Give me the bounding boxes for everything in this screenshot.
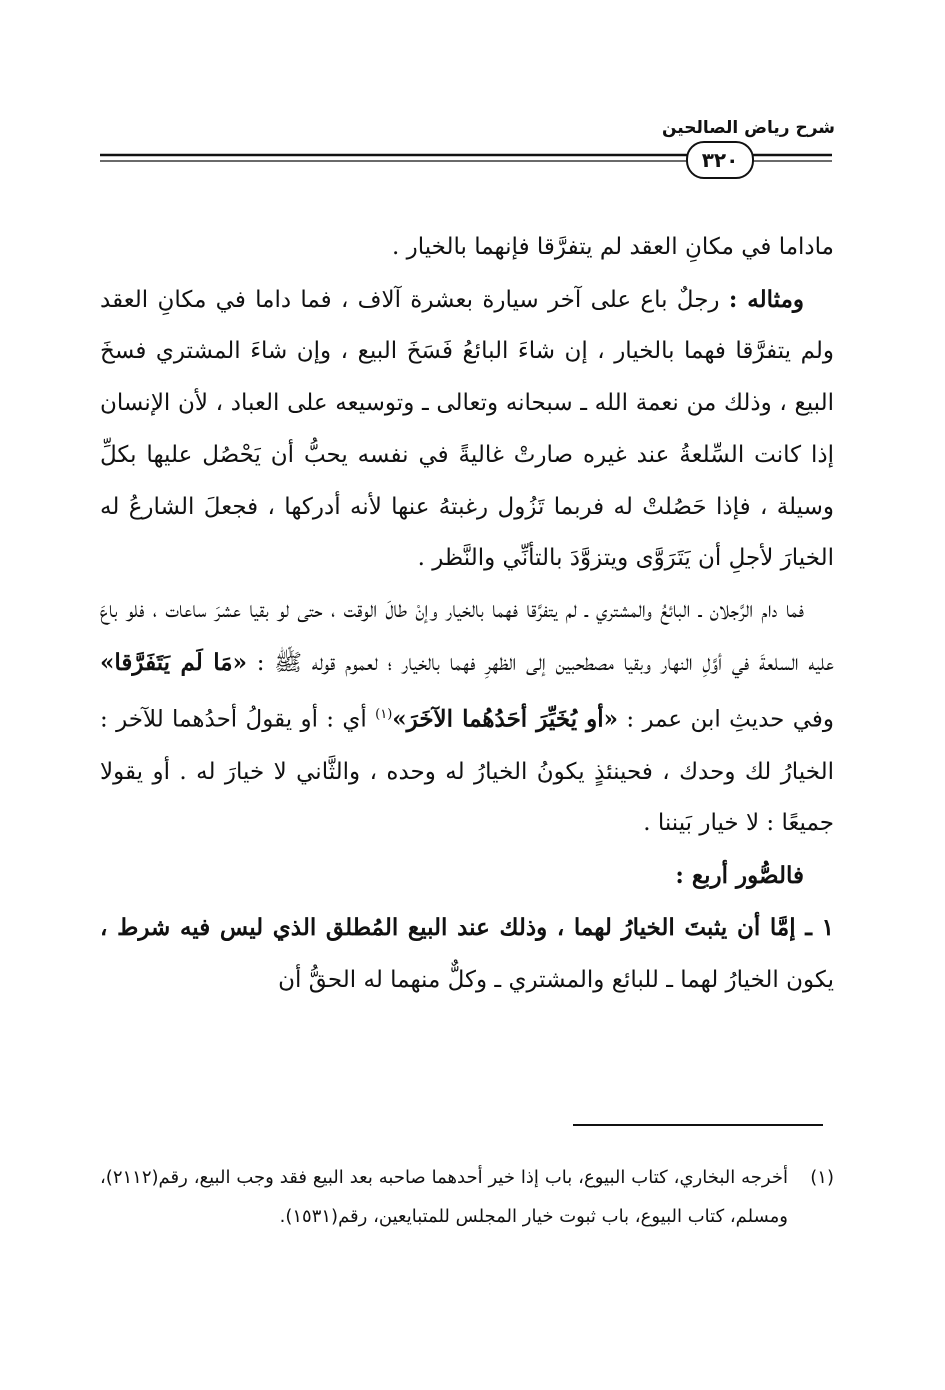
footnote-marker: (١) [375, 707, 393, 723]
footnote-number: (١) [810, 1167, 834, 1188]
example-label: ومثاله : [728, 285, 805, 313]
hadith-quote-2: «أو يُخَيِّرَ أحَدُهُما الآخَرَ» [392, 705, 619, 733]
section-heading: فالصُّور أربع : [675, 862, 804, 890]
paragraph-3-part-c: أي : أو يقولُ أحدُهما للآخر : الخيارُ لك وحدك ، فحينئذٍ يكونُ الخيارُ له وحده ، والثَّاني لا خيارَ له . أو يقولا جميعًا : لا خيار بَيننا . [100, 706, 834, 837]
paragraph-1: ماداما في مكانِ العقد لم يتفرَّقا فإنهما بالخيار . [392, 234, 834, 260]
paragraph-3-part-a: فما دام الرَّجلان ـ البائعُ والمشتري ـ لم يتفرَّقا فهما بالخيار وإنْ طالَ الوقت ، حتى لو بقيا عشرَ ساعات ، فلو باعَ عليه السلعةَ في أوَّلِ النهار وبقيا مصطحبين إلى الظهرِ فهما بالخيار ؛ لعموم قوله ﷺ : [100, 596, 835, 676]
body-text [100, 222, 834, 1006]
paragraph-2 [100, 274, 834, 585]
book-title: شرح رياض الصالحين [661, 118, 835, 138]
paragraph-3 [100, 585, 834, 850]
hadith-quote-1: «مَا لَم يَتَفَرَّقا» [100, 648, 247, 676]
item-1-bold: ١ ـ إمَّا أن يثبتَ الخيارُ لهما ، وذلك عند البيع المُطلق الذي ليس فيه شرط ، [100, 913, 834, 941]
paragraph-3-part-b: وفي حديثِ ابن عمر : [626, 706, 835, 733]
paragraph-5 [100, 902, 834, 1006]
example-text: رجلٌ باع على آخر سيارة بعشرة آلاف ، فما داما في مكانِ العقد ولم يتفرَّقا فهما بالخيار ، إن شاءَ البائعُ فَسَخَ البيع ، وإن شاءَ المشتري فسخَ البيع ، وذلك من نعمة الله ـ سبحانه وتعالى ـ وتوسيعه على العباد ، لأن الإنسان إذا كانت السِّلعةُ عند غيره صارتْ غاليةً في نفسه يحبُّ أن يَحْصُل عليها بكلِّ وسيلة ، فإذا حَصُلتْ له فربما تَزُول رغبتهُ عنها لأنه أدركها ، فجعلَ الشارعُ له الخيارَ لأجلِ أن يَتَرَوَّى ويتزوَّدَ بالتأنِّي والنَّظر . [100, 286, 834, 572]
page-number-badge [686, 141, 754, 179]
footnote [100, 1158, 834, 1236]
item-1-text: يكون الخيارُ لهما ـ للبائع والمشتري ـ وكلٌّ منهما له الحقُّ أن [278, 966, 834, 993]
footnote-rule [573, 1124, 823, 1126]
footnote-text: أخرجه البخاري، كتاب البيوع، باب إذا خير أحدهما صاحبه بعد البيع فقد وجب البيع، رقم(٢١١٢)، ومسلم، كتاب البيوع، باب ثبوت خيار المجلس للمتبايعين، رقم(١٥٣١). [100, 1167, 788, 1227]
page-number: ٣٢٠ [701, 148, 739, 172]
